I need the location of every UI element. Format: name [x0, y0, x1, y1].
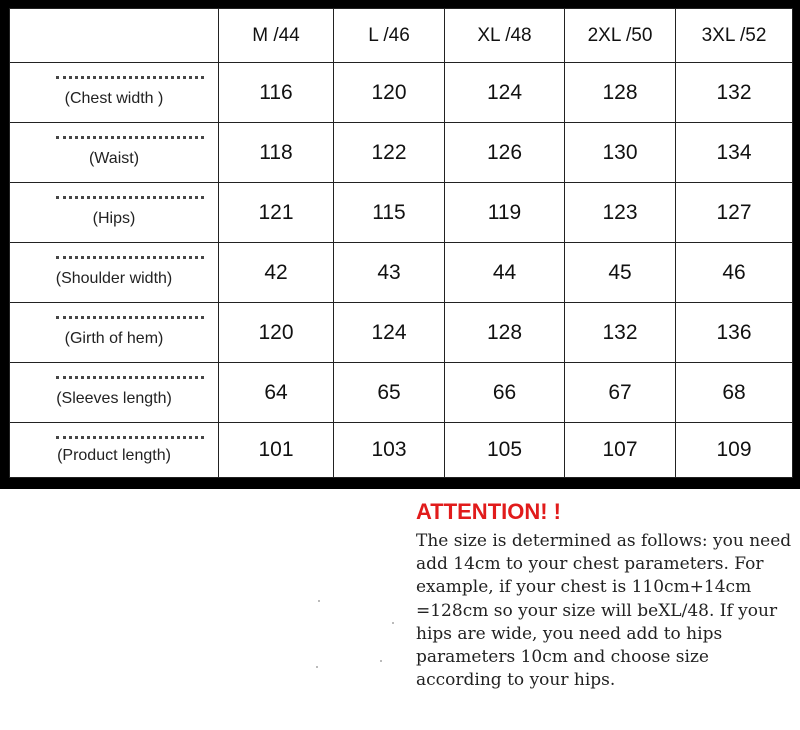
header-row — [10, 9, 793, 63]
size-value: 65 — [334, 363, 445, 423]
size-value: 124 — [334, 303, 445, 363]
size-value: 44 — [445, 243, 565, 303]
speck — [380, 660, 382, 662]
size-value: 64 — [219, 363, 334, 423]
row-label — [10, 303, 219, 363]
size-value: 121 — [219, 183, 334, 243]
row-label-text: (Girth of hem) — [64, 329, 164, 347]
size-value: 43 — [334, 243, 445, 303]
faded-russian-label — [56, 132, 204, 140]
row-label-text: (Chest width ) — [64, 89, 164, 107]
faded-russian-label — [56, 372, 204, 380]
size-value: 67 — [565, 363, 676, 423]
row-label — [10, 183, 219, 243]
size-value: 132 — [565, 303, 676, 363]
table-row — [10, 363, 793, 423]
row-label-text: (Product length) — [57, 447, 171, 464]
size-value: 115 — [334, 183, 445, 243]
table-row — [10, 243, 793, 303]
faded-russian-label — [56, 252, 204, 260]
size-value: 130 — [565, 123, 676, 183]
size-value: 132 — [676, 63, 793, 123]
size-header: 3XL /52 — [676, 9, 793, 63]
faded-russian-label — [56, 432, 204, 440]
table-row — [10, 303, 793, 363]
size-header: L /46 — [334, 9, 445, 63]
table-row — [10, 183, 793, 243]
size-value: 134 — [676, 123, 793, 183]
size-header: 2XL /50 — [565, 9, 676, 63]
size-value: 68 — [676, 363, 793, 423]
size-value: 103 — [334, 423, 445, 478]
size-value: 136 — [676, 303, 793, 363]
size-value: 122 — [334, 123, 445, 183]
size-header: XL /48 — [445, 9, 565, 63]
row-label-text: (Hips) — [92, 209, 136, 227]
row-label — [10, 123, 219, 183]
size-value: 46 — [676, 243, 793, 303]
size-value: 128 — [445, 303, 565, 363]
size-header: M /44 — [219, 9, 334, 63]
size-value: 118 — [219, 123, 334, 183]
faded-russian-label — [56, 192, 204, 200]
row-label — [10, 423, 219, 478]
size-value: 109 — [676, 423, 793, 478]
corner-cell — [10, 9, 219, 63]
size-value: 124 — [445, 63, 565, 123]
faded-russian-label — [56, 72, 204, 80]
table-row — [10, 123, 793, 183]
speck — [316, 666, 318, 668]
table-row — [10, 63, 793, 123]
size-value: 123 — [565, 183, 676, 243]
speck — [318, 600, 320, 602]
row-label-text: (Sleeves length) — [56, 389, 172, 407]
speck — [392, 622, 394, 624]
size-value: 116 — [219, 63, 334, 123]
size-value: 128 — [565, 63, 676, 123]
size-value: 107 — [565, 423, 676, 478]
row-label — [10, 63, 219, 123]
size-value: 42 — [219, 243, 334, 303]
size-value: 120 — [334, 63, 445, 123]
faded-russian-label — [56, 312, 204, 320]
size-value: 66 — [445, 363, 565, 423]
size-value: 105 — [445, 423, 565, 478]
size-chart-table — [9, 8, 793, 478]
attention-body: The size is determined as follows: you need add 14cm to your chest parameters. For example, if your chest is 110cm+14cm =128cm so your size will beXL/48. If your hips are wide, you need add to hips parameters 10cm and choose size according to your hips. — [416, 531, 792, 691]
row-label-text: (Waist) — [88, 149, 140, 167]
row-label-text: (Shoulder width) — [55, 269, 173, 287]
size-value: 45 — [565, 243, 676, 303]
table-row — [10, 423, 793, 478]
size-value: 120 — [219, 303, 334, 363]
size-value: 119 — [445, 183, 565, 243]
size-value: 101 — [219, 423, 334, 478]
size-value: 127 — [676, 183, 793, 243]
attention-title: ATTENTION! ! — [416, 499, 562, 524]
size-value: 126 — [445, 123, 565, 183]
row-label — [10, 243, 219, 303]
row-label — [10, 363, 219, 423]
